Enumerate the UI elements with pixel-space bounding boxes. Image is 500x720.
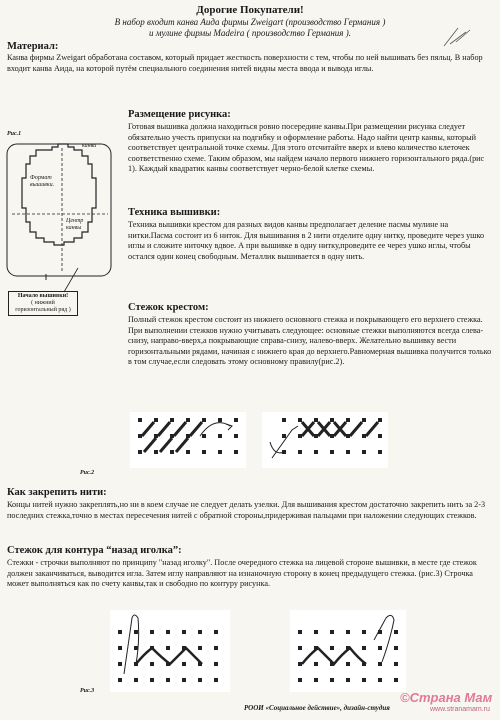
fig2-diagram-left (130, 412, 246, 468)
placement-heading: Размещение рисунка: (128, 109, 231, 120)
fig1-label-format: Формат вышивки. (30, 175, 55, 188)
cross-heading: Стежок крестом: (128, 302, 209, 313)
fig1-label-kanva: канва (82, 143, 97, 149)
fig1-label-center: Центр канвы (66, 218, 84, 231)
fig3-diagram-left (110, 610, 230, 692)
fig3-diagram-right (290, 610, 406, 692)
footer-text: РООИ «Социальное действие», дизайн-студия (244, 704, 390, 712)
fig2-diagram-right (262, 412, 388, 468)
watermark-site: ©Страна Мам (400, 690, 493, 705)
material-heading: Материал: (7, 41, 59, 52)
backstitch-heading: Стежок для контура “назад иголка”: (7, 545, 182, 556)
fasten-heading: Как закрепить нити: (7, 487, 107, 498)
backstitch-text: Стежки - строчки выполняют по принципу "назад иголку". После очередного стежка на лицевой стороне вышивки, в месте где стежок должен заканчиваться, выводится игла. Затем иглу направляют на изнаночную сторону в конец предыдущего стежка. (рис.3) Строчка может выполняться как по счету канвы,так и свободно по контуру рисунка. (7, 558, 477, 589)
watermark-url: www.stranamam.ru (430, 706, 490, 713)
fig1-arrow (62, 264, 82, 294)
placement-text: Готовая вышивка должна находиться ровно посередине канвы.При размещении рисунка следует обязательно учесть припуски на подгибку и оформление работы. Надо найти центр канвы, который соответствует центральной точке схемы. Для этого отсчитайте вверх и влево количество клеточек соответственно схеме. Таким образом, мы найдем начало первого нижнего горизонтального ряда.(рис 1). Каждый квадратик канвы соответствует черно-белой клетке схемы. (128, 122, 485, 174)
page-title: Дорогие Покупатели! (196, 4, 304, 16)
header-line-1: В набор входит канва Аида фирмы Zweigart (производство Германия ) (114, 17, 386, 27)
technique-heading: Техника вышивки: (128, 207, 221, 218)
material-text: Канва фирмы Zweigart обработана составом, который придает жесткость поверхности с тем, чтобы по ней вышивать без пяльц. В набор входит канва Аида, на которой путём специального соединения нитей видны места ввода и вывода иглы. (7, 53, 483, 73)
fig1-start-box (8, 291, 78, 316)
cross-text: Полный стежок крестом состоит из нижнего основного стежка и покрывающего его верхнего стежка. При выполнении стежков нужно учитывать следующее: основные стежки выполняются всегда слева-снизу, направо-вверх,а покрывающие справа-снизу, налево-вверх. Желательно вышивку вести горизонтальными рядами, начиная с нижнего края до верхнего.Равномерная вышивка получится только в том случае,если следовать этому основному правилу(рис.2). (128, 315, 492, 367)
fig1-start-sub: ( нижний горизонтальный ряд ) (15, 300, 71, 313)
header-line-2: и мулине фирмы Madeira ( производство Германия ). (149, 28, 351, 38)
fig1-caption: Рис.1 (7, 131, 22, 137)
fig2-caption: Рис.2 (80, 470, 95, 476)
signature-mark (442, 24, 474, 50)
fig1-start-title: Начало вышивки! (17, 293, 69, 299)
technique-text: Техника вышивки крестом для разных видов канвы предполагает деление пасмы мулине на нитки.Пасма состоит из 6 ниток. Для вышивания в 2 нити отделите одну нитку, проведите через ушко иглы и сложите ниточку вдвое. А при вышивке в одну нитку,проведите ее через ушко иглы, чтобы остался один конец свободным. Металлик вышивается в одну нить. (128, 220, 485, 261)
fasten-text: Концы нитей нужно закреплять,но ни в коем случае не следует делать узелки. Для вышивания крестом достаточно закрепить нить за 2-3 последних стежка,точно в местах пересечения нитей с обратной стороны,придерживая пальцами при наложении следующих стежков. (7, 500, 486, 520)
fig3-caption: Рис.3 (80, 688, 95, 694)
